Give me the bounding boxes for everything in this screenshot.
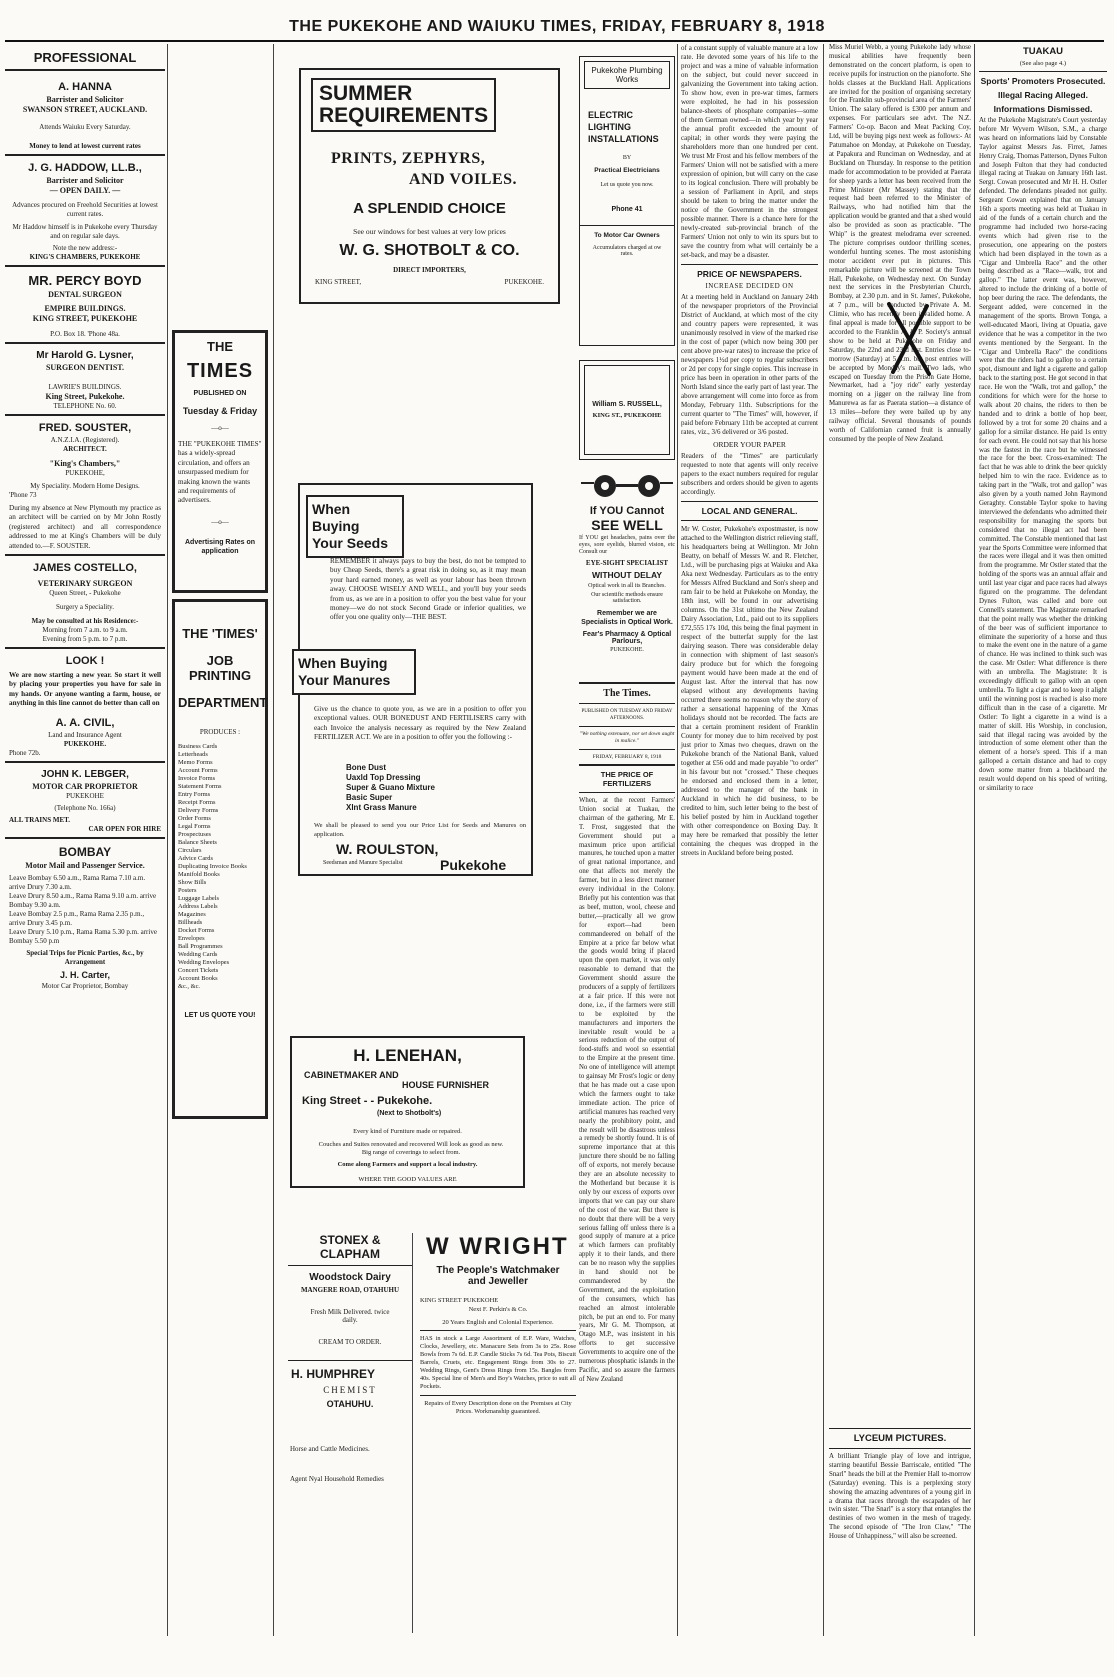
divider (579, 749, 675, 750)
humphrey-town: OTAHUHU. (326, 1399, 374, 1409)
job-item: Balance Sheets (178, 838, 217, 846)
shotbolt-ad (299, 68, 560, 304)
card-lysner (5, 344, 165, 416)
times-box: THE TIMES PUBLISHED ON Tuesday & Friday —o— THE "PUKEKOHE TIMES" has a widely-spread circulation, and offers an unsurpassed medium for making known the wants and requirements of advertisers. —o— Advertising Rates on application (172, 330, 268, 593)
card-line: Special Trips for Picnic Parties, &c., by Arrangement (26, 948, 144, 966)
job-items-list (178, 743, 262, 991)
local-text-1: Miss Muriel Webb, a young Pukekohe lady whose musical abilities have frequently been demonstrated on the concert platform, is open to receive pupils for instruction on the pianoforte. She holds classes at the Buckland Hall. Applications are invited for the position of organising secretary for the Franklin sub-provincial area of the Farmers' Union. The salary offered is £300 per annum and expenses. For particulars see advt. The N.Z. Farmers' Co-op. Bacon and Meat Packing Coy, Ltd, will be buying pigs next week as follows:- At Patumahoe on Monday, at Pukekohe on Tuesday, at Papakura and Runciman on Wednesday, and at Buckland on Thursday. In response to the petition made for accommodation to be provided at Paerata for sheep yards a letter has been received from the Prime Minister (Mr Massey) stating that the request had been referred to the Minister of Railways, who had notified him that the application would be granted and that a shed would also be provided as soon as practicable. "The Whip" is the greatest melodrama ever screened. The picture comprises outdoor thrilling scenes, wonderful hunting scenes. The most astonishing motor accident ever put in pictures. This remarkable picture will be screened at the Town Hall, Pukekohe, on Wednesday next. On Sunday next the services in the Presbyterian Church, Bombay, at 2.30 p.m. and in St. James', Pukekohe, at 7 p.m., will be conducted by Private A. M. Climie, who has recently been invalided home. A final appeal is made for all possible support to be accorded to the Franklin A. & P. Society's annual show to be held at Pukekohe on Friday and Saturday, the 22nd and 23rd inst. Entries close to-morrow (Saturday) at 5 p.m. but post entries will be accepted by Monday's mail. Two lads, who escaped on Tuesday from the Prison Gate Home, Newmarket, had a "joy ride" early yesterday morning on a jigger on the railway line from Manurewa as far as Paerata station—a distance of 13 miles—before they were bailed up by any railway official. Several thousands of pounds worth of Californian canned fruit is annually consumed by the people of New Zealand. (829, 44, 971, 443)
job-item: Docket Forms (178, 926, 215, 934)
times-body: THE "PUKEKOHE TIMES" has a widely-spread circulation, and offers an unsurpassed medium for making known the wants and requirements of advertisers. (178, 440, 262, 505)
times-column (170, 44, 270, 1636)
divider (288, 1360, 412, 1361)
tuakau-text: At the Pukekohe Magistrate's Court yesterday before Mr Wyvern Wilson, S.M., a charge was heard on informations laid by Constable Taylor against Messrs Jas. Firret, James Henry Craig, Thomas Patterson, Dynes Fulton and Joseph Fulton that they had conducted illegal racing at Tuakau on January 16th last. Sergt. Cowan prosecuted and Mr H. H. Ostler defended. The defendants pleaded not guilty. Sergeant Cowan explained that on January 16th a sports meeting was held at Tuakau in aid of the funds of a certain church and the programme had included two horse-racing events which had given rise to the prosecution, one appearing on the posters which had been displayed in the town as a "Cigar and Umbrella Race" and the other being described as a "Race—walk, trot and gallop." The latter event was, however, altered to include the drinking of a bottle of hop beer during the race. The defendants, the Sergeant added, were concerned in the management of the sports. Brown Tonga, a well-educated Maori, living at Opuatia, gave evidence that he was a competitor in the two events mentioned by the Sergeant. In the "Cigar and Umbrella Race" the conditions were that the riders had to gallop to a certain spot, dismount and light a cigarette and gallop back to the starting post. He got second in that race. He won the "Walk, trot and gallop," the conditions for which were for the horse to walk about 20 chains, the riders to then be handed and to drink a bottle of hop beer, followed by a trot for some 20 chains and a gallop for a similar distance. He paid 1s entry for each event. He could not say that his horse was the fastest in the race but he witnessed the race for the beer. Cross-examined: The fact that he was able to drink the beer quickly helped him to win the race. Evidence as to taking part in the "Walk, trot and gallop" was also given by a youth named John Raymond Geraghty. Constable Taylor spoke to having interviewed the defendants who admitted their responsibility for managing the sports but considered that no illegal act had been committed. The Constable mentioned that last year the Sports Committee were informed that the races were illegal and it was then omitted from the programme. Mr Ostler stated that the holding of the sports was an annual affair and until last year cigar and pace races had always figured on the programme. The defendant Dynes Fulton, was called and bore out Connell's statement. The Magistrate remarked that the point really was whether the drinking of the beer was of sufficient importance to eliminate the superiority of a horse and thus to make the event one in the nature of a game of chance. He was inclined to think such was the case. Mr Ostler: What difference is there with an umbrella. The Magistrate: It is exceedingly difficult to gallop with an open umbrella. To light a cigar and to keep it alight until the winning post is reached is also more difficult than in the case of a cigarette. Mr Ostler: To light a cigarette in a wind is a matter of skill. His Worship, in conclusion, said that illegal racing was avoided by the introduction of some element other than the element of a horse's speed. This if a man galloped a certain distance and had to copy down some matter from a blackboard the result would depend on his speed of writing, or similarity to race (979, 117, 1108, 792)
job-item: Wedding Envelopes (178, 958, 230, 966)
divider (979, 71, 1107, 72)
news-text-4: Mr W. Coster, Pukekohe's expostmaster, is now attached to the Wellington district relieving staff, his headquarters being at Wellington. Mr John Beatty, on behalf of Messrs W. and R. Fletcher, Ltd., will be purchasing pigs at Waiuku and Aka Aka next Wednesday. Particulars as to the entry for Messrs Alfred Buckland and Son's sheep and ram fair to be held at Pukekohe on Monday, the 18th inst, will be found in our advertising columns. On the 31st ultimo the New Zealand Dairy Association, Ltd., paid out to its suppliers £72,555 17s 10d, this being the final payment in respect of the butterfat supply for the last dairying season. There was considerable delay in connection with shipment of last season's dairy produce but for which the foregoing payment would have been made at the end of August last. After the interval that has now elapsed without any developments having occurred there seems no reason why the story of rather a sensational happening of the Xmas holidays should not be recorded. The facts are that a certain prominent resident of Franklin County for money due to him received by post just prior to Xmas two cheques, drawn on the Pukekohe branch of the National Bank, valued together at £56 odd and made payable "to order" in his favour but not "crossed." These cheques he endorsed and enclosed them in a letter, addressed to the manager of the bank in Auckland in which he did business, to be credited to him, such letter being to the best of his belief posted by him in Auckland together with other correspondence on Boxing Day. It may here be remarked that possibly the letter containing the cheques was dropped in the streets in Auckland before being posted. (681, 525, 819, 857)
job-item: Address Labels (178, 902, 218, 910)
stonex-milk: Fresh Milk Delivered. twice daily. (310, 1308, 390, 1324)
editorial-motto: "We nothing extenuate, nor set down aught in malice." (579, 731, 675, 744)
card-line: PUKEKOHE, (65, 469, 105, 477)
tuakau-column (976, 44, 1110, 1636)
fears-ad (579, 470, 675, 670)
card-line: Leave Bombay 2.5 p.m., Rama Rama 2.35 p.m., arrive Drury 3.45 p.m. (9, 909, 145, 927)
divider (579, 764, 675, 766)
humphrey-horse: Horse and Cattle Medicines. (290, 1445, 370, 1453)
local-headline: LOCAL AND GENERAL. (701, 506, 798, 516)
card-name: BOMBAY (58, 844, 112, 859)
lenehan-l1: Every kind of Furniture made or repaired. (353, 1128, 462, 1135)
stonex-name: STONEX & CLAPHAM (319, 1233, 381, 1261)
card-line: EMPIRE BUILDINGS. (44, 304, 126, 313)
times-published: PUBLISHED ON (193, 390, 247, 397)
card-line: Phone 72b. (9, 748, 41, 757)
roulston-manures1: When Buying (298, 655, 388, 671)
fears-eye: EYE-SIGHT SPECIALIST (585, 559, 669, 567)
spectacles-icon (579, 470, 675, 500)
card-bombay (5, 839, 165, 994)
fears-name: Fear's Pharmacy & Optical Parlours, (582, 631, 672, 645)
masthead-rule (5, 40, 1104, 42)
card-name: LOOK ! (65, 655, 105, 668)
news-column (678, 44, 821, 1636)
shotbolt-choice: A SPLENDID CHOICE (353, 200, 506, 217)
job-item: Legal Forms (178, 822, 211, 830)
job-item: Luggage Labels (178, 894, 219, 902)
divider (681, 501, 818, 502)
divider (579, 726, 675, 727)
card-hanna (5, 75, 165, 156)
editorial-pub: PUBLISHED ON TUESDAY AND FRIDAY AFTERNOONS. (581, 709, 673, 721)
job-footer: LET US QUOTE YOU! (184, 1011, 256, 1019)
masthead: THE PUKEKOHE AND WAIUKU TIMES, FRIDAY, FEBRUARY 8, 1918 (289, 18, 825, 35)
job-item: Circulars (178, 846, 202, 854)
card-line: SWANSON STREET, AUCKLAND. (22, 105, 148, 114)
card-line: Motor Car Proprietor, Bombay (41, 981, 129, 990)
card-line: 'Phone 73 (9, 491, 37, 499)
shotbolt-importers: DIRECT IMPORTERS, (393, 266, 466, 274)
roulston-seeds1: When Buying (312, 501, 360, 534)
job-item: Advice Cards (178, 854, 213, 862)
wright-body: HAS in stock a Large Assortment of E.P. Ware, Watches, Clocks, Jewellery, etc. Manacure Sets from 3s to 25s. Rose Bowls from 7s 6d. E.P. Candle Sticks 7s 6d. Tea Pots, Biscuit Barrels, Cruets, etc. Engagement Rings from 30s to 27. Wedding Rings, Gent's Dress Rings from 15s. Bangles from 40s. Special line of Men's and Boy's Watches, price to suit all Pockets. (420, 1335, 576, 1390)
roulston-list-item: Bone Dust (346, 763, 386, 772)
tuakau-h3: Informations Dismissed. (993, 104, 1093, 114)
shotbolt-windows: See our windows for best values at very low prices (353, 227, 506, 236)
fears-body: If YOU get headaches, pains over the eyes, sore eyelids, blurred vision, etc Consult our (579, 535, 675, 555)
shotbolt-street: KING STREET, (315, 278, 362, 286)
card-line: PUKEKOHE (66, 791, 104, 800)
job-item: Magazines (178, 910, 206, 918)
job-item: Account Forms (178, 766, 218, 774)
card-line: KING STREET, PUKEKOHE (32, 314, 138, 323)
card-line: King Street, Pukekohe. (45, 392, 125, 401)
card-name: FRED. SOUSTER, (38, 422, 132, 434)
shotbolt-name: W. G. SHOTBOLT & CO. (339, 242, 520, 259)
card-name: JOHN K. LEBGER, (41, 768, 129, 780)
professional-column (5, 44, 165, 1636)
card-line: PUKEKOHE. (63, 739, 107, 748)
roulston-seeds2: Your Seeds (312, 535, 388, 551)
plumbing-motor: To Motor Car Owners (594, 232, 660, 239)
roulston-list (346, 763, 435, 813)
card-name: MR. PERCY BOYD (28, 273, 142, 288)
card-civil (5, 649, 165, 763)
job-item: Order Forms (178, 814, 211, 822)
job-item: Duplicating Invoice Books (178, 862, 247, 870)
plumbing-phone: Phone 41 (611, 206, 643, 213)
times-the: THE (207, 339, 233, 354)
job-item: Prospectuses (178, 830, 212, 838)
roulston-pleased: We shall be pleased to send you our Price List for Seeds and Manures on application. (314, 822, 526, 839)
wright-sub: The People's Watchmaker and Jeweller (436, 1265, 560, 1287)
fears-h1: If YOU Cannot (589, 505, 665, 517)
wright-name: W WRIGHT (426, 1233, 569, 1260)
card-line: VETERINARY SURGEON (37, 579, 133, 589)
card-line: — OPEN DAILY. — (49, 186, 121, 195)
fears-optical: Optical work in all its Branches. (588, 583, 666, 589)
russell-name: William S. RUSSELL, (592, 401, 662, 408)
card-line: Evening from 5 p.m. to 7 p.m. (42, 635, 128, 644)
card-line: Motor Mail and Passenger Service. (25, 860, 145, 870)
stonex-ad (288, 1233, 413, 1633)
news-text-1: of a constant supply of valuable manure at a low rate. He devoted some years of his life to the project and was a mine of valuable information on the subject, but could never succeed in galvanizing the Government into taking action. To show how, even in pre-war times, farmers were exploited, he had in his possession balance-sheets of phosphate companies—some of them German owned—in which year by year the annual profit exceeded the amount of capital; in other words they were paying the shareholders more than one hundred per cent. We trust Mr Frost and his fellow members of the Farmers' Union will not be satisfied with a mere expression of opinion, but will carry on the case to its logical conclusion. There will probably be a session of Parliament in April, and steps should be taken to bring the matter under the notice of the Government in the strongest possible manner. There is a chance here for the newly-created sub-provincial branch of the Farmers' Union not only to win its spurs but to save the country from what will certainly be a set-back, and may be a disaster. (681, 44, 818, 259)
card-line: P.O. Box 18. 'Phone 48a. (50, 330, 120, 338)
card-line: Surgery a Speciality. (56, 603, 114, 612)
job-title-1: THE 'TIMES' (182, 625, 258, 641)
fears-town: PUKEKOHE. (610, 647, 644, 653)
roulston-seedsman: Seedsman and Manure Specialist (323, 860, 403, 866)
lenehan-trade1: CABINETMAKER AND (304, 1070, 399, 1080)
card-boyd (5, 267, 165, 344)
card-line: MOTOR CAR PROPRIETOR (32, 781, 138, 791)
roulston-list-item: Xlnt Grass Manure (346, 803, 417, 812)
roulston-list-item: Uaxld Top Dressing (346, 773, 421, 782)
divider (5, 69, 165, 71)
lyceum-text: A brilliant Triangle play of love and intrigue, starring beautiful Bessie Barriscale, entitled "The Snarl" heads the bill at the Premier Hall to-morrow (Saturday) evening. This is a perplexing story showing the amazing adventures of a young girl in a drama that races through the escapades of her twin sister. "The Snarl" is a story that entangles the destinies of two women in the mesh of tragedy. The second episode of "The Iron Claw," "The House of Unhappiness," will also be screened. (829, 1453, 971, 1541)
job-title-3: DEPARTMENT (178, 694, 268, 710)
roulston-manures-body: Give us the chance to quote you, as we are in a position to offer you exceptional values. OUR BONEDUST AND FERTILISERS carry with each Invoice the analysis necessary as required by the New Zealand FERTILIZER ACT. We are in a position to offer you the following :- (314, 705, 526, 742)
divider (420, 1330, 576, 1331)
card-line: Barrister and Solicitor (46, 95, 124, 104)
fears-h2: SEE WELL (591, 517, 663, 533)
editorial-masthead (579, 678, 675, 1677)
times-rates: Advertising Rates on application (184, 538, 255, 555)
card-line: LAWRIE'S BUILDINGS. (48, 383, 122, 391)
card-line: SURGEON DENTIST. (45, 363, 125, 372)
card-line: A.N.Z.I.A. (Registered). (50, 436, 120, 444)
news-text-3: Readers of the "Times" are particularly requested to note that agents will only receive papers to the exact numbers required for regular subscribers and orders should be given to agents accordingly. (681, 452, 818, 496)
card-line: May be consulted at his Residence:- (31, 617, 139, 626)
lenehan-l2: Couches and Suites renovated and recovered Will look as good as new. Big range of coverings to select from. (318, 1141, 504, 1156)
card-name: J. G. HADDOW, LL.B., (28, 162, 142, 174)
wright-next: Next F. Perkin's & Co. (468, 1306, 528, 1313)
card-line: My Speciality. Modern Home Designs. (30, 482, 140, 490)
plumbing-acc: Accumulators charged at ow rates. (592, 245, 662, 257)
job-item: Business Cards (178, 742, 218, 750)
order-headline: ORDER YOUR PAPER (713, 440, 786, 449)
card-line: We are now starting a new year. So start it well by placing your properties you have for sale in my hands. Or anyone wanting a farm, house, or anything in this line cannot do better than call on (9, 671, 161, 708)
card-line: ARCHITECT. (63, 445, 107, 453)
shotbolt-sub2: AND VOILES. (409, 171, 518, 188)
roulston-town: Pukekohe (440, 857, 507, 873)
job-item: Memo Forms (178, 758, 213, 766)
plumbing-ad (579, 56, 675, 346)
tuakau-title: TUAKAU (1022, 46, 1064, 57)
divider (579, 792, 675, 793)
column-rule (273, 44, 274, 1636)
divider (579, 682, 675, 684)
card-haddow (5, 156, 165, 267)
news-headline: PRICE OF NEWSPAPERS. (697, 269, 802, 279)
fears-sci: Our scientific methods ensure satisfaction. (591, 592, 663, 604)
divider (420, 1395, 576, 1396)
roulston-list-item: Basic Super (346, 793, 393, 802)
job-item: Letterheads (178, 750, 208, 758)
divider (681, 520, 818, 521)
job-item: Posters (178, 886, 197, 894)
lyceum-headline: LYCEUM PICTURES. (853, 1433, 947, 1444)
shotbolt-h1: SUMMER (319, 82, 413, 105)
job-item: Delivery Forms (178, 806, 219, 814)
plumbing-by: BY (622, 155, 632, 161)
news-text-2: At a meeting held in Auckland on January 24th of the newspaper proprietors of the Provincial District of Auckland, at which most of the city and country papers were represented, it was unanimously resolved in view of the marked rise in the cost of paper (which now being 300 per cent above pre-war rates) to increase the price of newspapers 1½d per copy to regular subscribers or 2d per copy for single copies. This increase in price has been in operation in other parts of the North Island since the early part of last year. The above arrangement will come into force as from Monday, February 11th. Subscriptions for the current quarter to "The Times" will, however, if paid before February 11th be accepted at current rates, viz., 3/6 delivered or 3/6 posted. (681, 293, 818, 436)
fears-remember: Remember we are Specialists in Optical Work. (581, 610, 673, 626)
job-item: Show Bills (178, 878, 207, 886)
card-line: Advances procured on Freehold Securities at lowest current rates. (12, 201, 158, 218)
card-line: Morning from 7 a.m. to 9 a.m. (42, 626, 128, 635)
lenehan-next: (Next to Shotbolt's) (377, 1110, 442, 1117)
humphrey-agent: Agent Nyal Household Remedies (290, 1475, 384, 1483)
shotbolt-h2: REQUIREMENTS (319, 104, 489, 127)
professional-title: PROFESSIONAL (33, 50, 137, 65)
roulston-remember: REMEMBER it always pays to buy the best, do not be tempted to buy Cheap Seeds, there's a great risk in doing so, as it may mean your hard earned money, as well as your labour has been thrown away. CHOOSE WISELY AND WELL, and you'll buy your seeds from us, as we are in a position to offer you the best value for your money—we do not stock Second Grade or inferior qualities, we offer you one quality only—THE BEST. (330, 557, 526, 622)
wright-ad (420, 1233, 576, 1633)
stonex-dairy: Woodstock Dairy (309, 1272, 391, 1283)
job-item: Statement Forms (178, 782, 222, 790)
humphrey-name: H. HUMPHREY (291, 1367, 376, 1381)
roulston-ad (298, 483, 533, 876)
job-item: Receipt Forms (178, 798, 216, 806)
job-item: Wedding Cards (178, 950, 218, 958)
local-column (826, 44, 974, 1636)
column-rule (974, 44, 975, 1636)
card-line: Leave Drury 8.50 a.m., Rama Rama 9.10 a.m. arrive Bombay 9.30 a.m. (9, 891, 157, 909)
fertilizers-text: When, at the recent Farmers' Union social at Tuakau, the chairman of the gathering, Mr E. T. Frost, suggested that the Government should put a maximum price upon artificial manures, he touched upon a matter of great national importance, and one that affects not merely the farmer, but in a less direct manner every individual in the Colony. Briefly put his contention was that as beef, mutton, wool, cheese and butter,—practically all we grow for export—had been commandeered on behalf of the Empire at a price far below what the goods would bring if placed upon the open market, it was only reasonable to demand that the Government should assure the producers of a supply of fertilizers at a fair price. If this were not done, i.e., if the farmers were still to be exploited by the manufacturers and importers the inevitable result would be a serious reduction of the output of food-stuffs and wool so essential to the Empire at the present time. No one of intelligence will attempt to gainsay Mr Frost's logic or deny that he has made out a case upon which the farmers ought to take immediate action. The price of artificial manures has reached very nearly the prohibitory point, and the result will be disastrous unless a remedy be shortly found. It is of supreme importance that at this juncture there should be no falling off of exports, not merely because they are an absolute necessity to the Motherland but because it is only by our excess of exports over imports that we can pay our share of the cost of the war. But there is no doubt that there will be a very serious falling off unless there is a good supply of manure at a price at which farmers can profitably apply it to their lands, and there can be no reason why the supplies in hand should not be commandeered by the Government, and the exploitation of the consumers, which has reached an almost intolerable pitch, be put an end to. For many years, Mr G. M. Thompson, at Otago M.P., was insistent in his efforts to get successive Governments to acquire one of the numerous phosphatic islands in the Pacific, and so assure the farmers of New Zealand (579, 797, 675, 1383)
handwritten-cross-mark (885, 300, 935, 380)
editorial-title: The Times. (603, 688, 651, 699)
card-lebger (5, 763, 165, 839)
divider (580, 225, 674, 226)
card-line: J. H. Carter, (59, 969, 111, 980)
job-item: &c., &c. (178, 982, 201, 990)
card-line: "King's Chambers," (49, 459, 121, 468)
wright-years: 20 Years English and Colonial Experience. (442, 1319, 554, 1326)
news-subhead: INCREASE DECIDED ON (705, 282, 794, 290)
card-line: Money to lend at lowest current rates (29, 142, 141, 150)
card-souster (5, 416, 165, 556)
divider (579, 703, 675, 704)
job-item: Ball Programmes (178, 942, 223, 950)
times-title: TIMES (186, 360, 254, 382)
roulston-name: W. ROULSTON, (336, 841, 439, 857)
tuakau-h1: Sports' Promoters Prosecuted. (980, 76, 1106, 86)
card-line: Queen Street, - Pukekohe (49, 589, 121, 598)
lenehan-street: King Street - - Pukekohe. (302, 1095, 433, 1107)
card-name: A. HANNA (58, 81, 112, 93)
job-printing-box (172, 599, 268, 1119)
column-rule (823, 44, 824, 1636)
plumbing-electric: ELECTRIC LIGHTING INSTALLATIONS (588, 110, 659, 144)
stonex-cream: CREAM TO ORDER. (318, 1338, 382, 1346)
shotbolt-sub1: PRINTS, ZEPHYRS, (331, 150, 486, 167)
card-line: Note the new address:- (52, 244, 118, 252)
card-line: TELEPHONE No. 60. (53, 402, 117, 410)
card-name: A. A. CIVIL, (55, 716, 115, 729)
job-produces: PRODUCES : (199, 727, 241, 736)
lenehan-ad (290, 1036, 525, 1188)
tuakau-see: (See also page 4.) (1019, 60, 1067, 67)
plumbing-quote: Let us quote you now. (600, 182, 654, 188)
fears-without: WITHOUT DELAY (591, 570, 663, 580)
column-rule (167, 44, 168, 1636)
card-line: Attends Waiuku Every Saturday. (39, 123, 131, 131)
divider (829, 1448, 971, 1449)
card-line: DENTAL SURGEON (48, 290, 122, 299)
plumbing-title: Pukekohe Plumbing Works (584, 61, 670, 89)
roulston-list-item: Super & Guano Mixture (346, 783, 435, 792)
humphrey-chemist: CHEMIST (323, 1385, 377, 1395)
card-line: During my absence at New Plymouth my practice as an architect will be carried on by Mr John Rostly (registered architect) and all correspondence addressed to me at King's Chambers will be duly attended to.—F. SOUSTER. (9, 504, 161, 550)
job-item: Entry Forms (178, 790, 211, 798)
russell-street: KING ST., PUKEKOHE (592, 412, 662, 419)
times-days: Tuesday & Friday (182, 406, 258, 416)
job-item: Concert Tickets (178, 966, 219, 974)
job-item: Account Books (178, 974, 218, 982)
tuakau-h2: Illegal Racing Alleged. (998, 90, 1088, 100)
job-item: Billheads (178, 918, 203, 926)
editorial-date: FRIDAY, FEBRUARY 8, 1918 (592, 754, 662, 760)
divider (829, 1428, 971, 1429)
card-name: Mr Harold G. Lysner, (36, 350, 134, 361)
divider (288, 1265, 412, 1266)
card-line: Land and Insurance Agent (48, 730, 122, 739)
lenehan-l4: WHERE THE GOOD VALUES ARE (358, 1176, 457, 1183)
card-line: (Telephone No. 166a) (54, 803, 116, 812)
card-line: CAR OPEN FOR HIRE (88, 824, 161, 833)
lenehan-trade2: HOUSE FURNISHER (402, 1080, 490, 1090)
job-item: Envelopes (178, 934, 205, 942)
lenehan-l3: Come along Farmers and support a local industry. (337, 1161, 478, 1168)
card-line: Mr Haddow himself is in Pukekohe every Thursday and on regular sale days. (12, 223, 158, 240)
card-line: KING'S CHAMBERS, PUKEKOHE (29, 253, 141, 261)
shotbolt-town: PUKEKOHE. (504, 278, 544, 286)
job-title-2: JOB PRINTING (188, 652, 252, 683)
russell-ad (579, 360, 675, 460)
card-line: Barrister and Solicitor (46, 176, 124, 185)
card-line: ALL TRAINS MET. (9, 815, 71, 824)
stonex-road: MANGERE ROAD, OTAHUHU (300, 1286, 400, 1294)
lenehan-name: H. LENEHAN, (353, 1046, 462, 1065)
card-costello (5, 556, 165, 649)
wright-repairs: Repairs of Every Description done on the Premises at City Prices. Workmanship guaranteed. (424, 1400, 572, 1415)
divider (681, 264, 818, 265)
wright-street: KING STREET PUKEKOHE (420, 1297, 499, 1304)
job-item: Manifold Books (178, 870, 220, 878)
plumbing-pract: Practical Electricians (594, 167, 660, 174)
card-line: Leave Drury 5.10 p.m., Rama Rama 5.30 p.m. arrive Bombay 5.50 p.m (9, 927, 157, 945)
fertilizers-title: THE PRICE OF FERTILIZERS (600, 770, 654, 788)
card-line: Leave Bombay 6.50 a.m., Rama Rama 7.10 a.m. arrive Drury 7.30 a.m. (9, 873, 146, 891)
job-item: Invoice Forms (178, 774, 216, 782)
card-name: JAMES COSTELLO, (33, 562, 137, 575)
roulston-manures2: Your Manures (298, 672, 391, 688)
